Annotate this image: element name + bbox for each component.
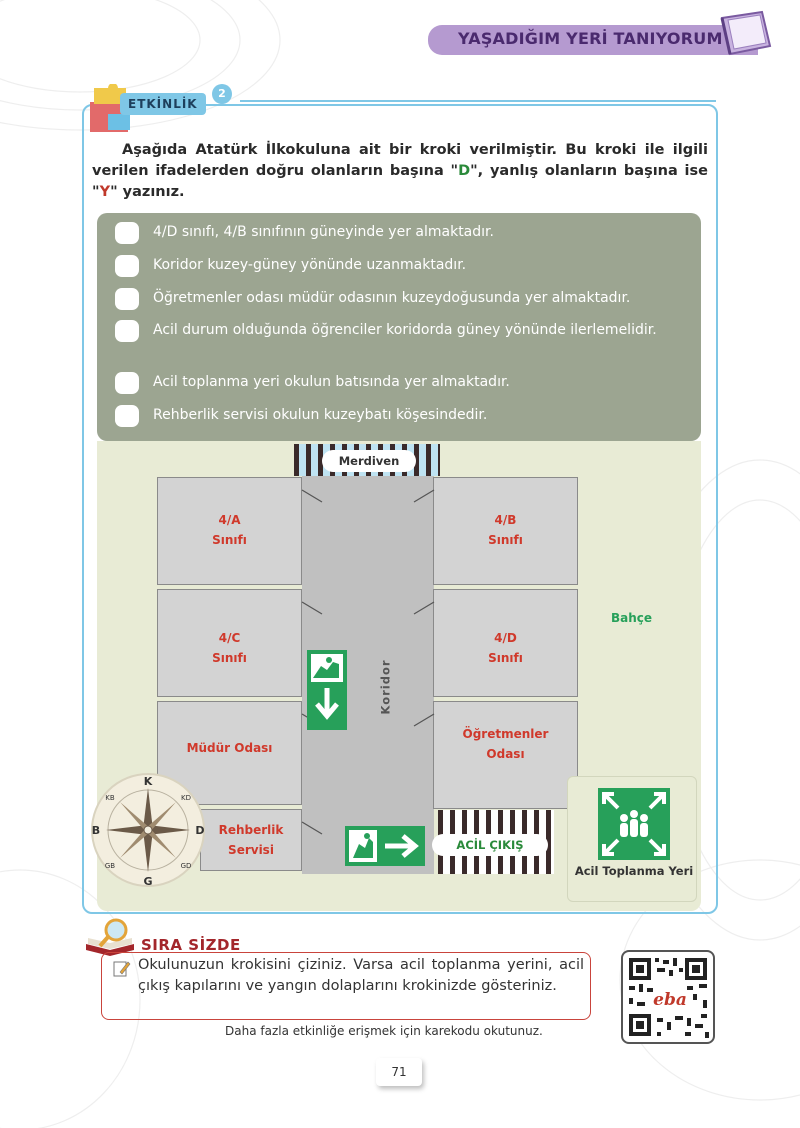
room-label: Odası (486, 747, 525, 761)
statement-text: Acil durum olduğunda öğrenciler koridorda güney yönünde ilerlemelidir. (153, 322, 657, 338)
instruction-text-2: ", yanlış olanların başına ise " (92, 163, 708, 200)
room-label: Öğretmenler (462, 727, 549, 741)
compass-s: G (143, 875, 153, 888)
answer-box[interactable] (115, 372, 139, 394)
sira-sizde-title: SIRA SİZDE (141, 936, 241, 954)
room-label: Müdür Odası (186, 741, 273, 755)
chapter-title: YAŞADIĞIM YERİ TANIYORUM (458, 29, 723, 48)
compass-ne: KD (181, 794, 191, 802)
statement-item (115, 288, 683, 310)
statement-item (115, 255, 683, 277)
book-icon (716, 10, 776, 60)
letter-d: D (458, 163, 471, 179)
statement-text: 4/D sınıfı, 4/B sınıfının güneyinde yer almaktadır. (153, 224, 494, 240)
emergency-exit-right-icon (345, 826, 425, 866)
activity-number: 2 (212, 84, 232, 104)
activity-instruction (92, 140, 708, 203)
corridor-label: Koridor (378, 659, 393, 715)
emergency-exit-down-icon (307, 650, 347, 730)
compass-sw: GB (104, 862, 116, 870)
compass-rose-icon (90, 772, 206, 888)
room-guidance (200, 809, 302, 871)
room-label: 4/A (218, 513, 241, 527)
statement-item (115, 405, 683, 427)
compass-e: D (195, 824, 205, 837)
compass-w: B (91, 824, 101, 837)
statement-text: Rehberlik servisi okulun kuzeybatı köşesindedir. (153, 407, 488, 423)
assembly-point-icon (598, 788, 670, 860)
room-label: 4/B (494, 513, 517, 527)
room-label: Sınıfı (212, 651, 247, 665)
answer-box[interactable] (115, 222, 139, 244)
room-4d (433, 589, 578, 697)
instruction-text-1: Aşağıda Atatürk İlkokuluna ait bir kroki verilmiştir. Bu kroki ile ilgili verilen ifadelerden doğru olanların başına " (92, 142, 708, 179)
room-4c (157, 589, 302, 697)
room-label: 4/D (494, 631, 517, 645)
sira-sizde-text: Okulunuzun krokisini çiziniz. Varsa acil toplanma yerini, acil çıkış kapılarını ve yangın dolaplarını krokinizde gösteriniz. (138, 957, 584, 994)
answer-box[interactable] (115, 320, 139, 342)
compass-nw: KB (105, 794, 115, 802)
assembly-label: Acil Toplanma Yeri (574, 864, 694, 878)
letter-y: Y (99, 184, 111, 200)
statement-item (115, 372, 683, 394)
room-label: Rehberlik (218, 823, 284, 837)
instruction-text-3: " yazınız. (110, 184, 185, 200)
exit-label: ACİL ÇIKIŞ (432, 834, 548, 856)
answer-box[interactable] (115, 288, 139, 310)
compass-se: GD (180, 862, 192, 870)
qr-brand: eba (653, 990, 687, 1010)
room-4b (433, 477, 578, 585)
qr-footnote: Daha fazla etkinliğe erişmek için karekodu okutunuz. (225, 1024, 543, 1038)
page-number: 71 (376, 1058, 422, 1086)
room-teachers (433, 701, 578, 809)
compass-n: K (143, 775, 153, 788)
room-label: Sınıfı (488, 533, 523, 547)
garden-label: Bahçe (611, 611, 653, 625)
room-label: Sınıfı (488, 651, 523, 665)
statement-text: Koridor kuzey-güney yönünde uzanmaktadır. (153, 257, 467, 273)
qr-code-icon (623, 952, 715, 1044)
room-label: Servisi (228, 843, 274, 857)
activity-header-line (240, 100, 716, 102)
stairs-label: Merdiven (322, 450, 416, 472)
room-4a (157, 477, 302, 585)
pencil-note-icon (112, 958, 132, 978)
statements-panel (97, 213, 701, 441)
statement-item (115, 320, 683, 342)
activity-badge: ETKİNLİK (120, 93, 206, 115)
qr-code[interactable] (621, 950, 715, 1044)
room-label: 4/C (218, 631, 241, 645)
statement-item (115, 222, 683, 244)
answer-box[interactable] (115, 405, 139, 427)
statement-text: Öğretmenler odası müdür odasının kuzeydoğusunda yer almaktadır. (153, 290, 631, 306)
answer-box[interactable] (115, 255, 139, 277)
room-label: Sınıfı (212, 533, 247, 547)
statement-text: Acil toplanma yeri okulun batısında yer almaktadır. (153, 374, 510, 390)
